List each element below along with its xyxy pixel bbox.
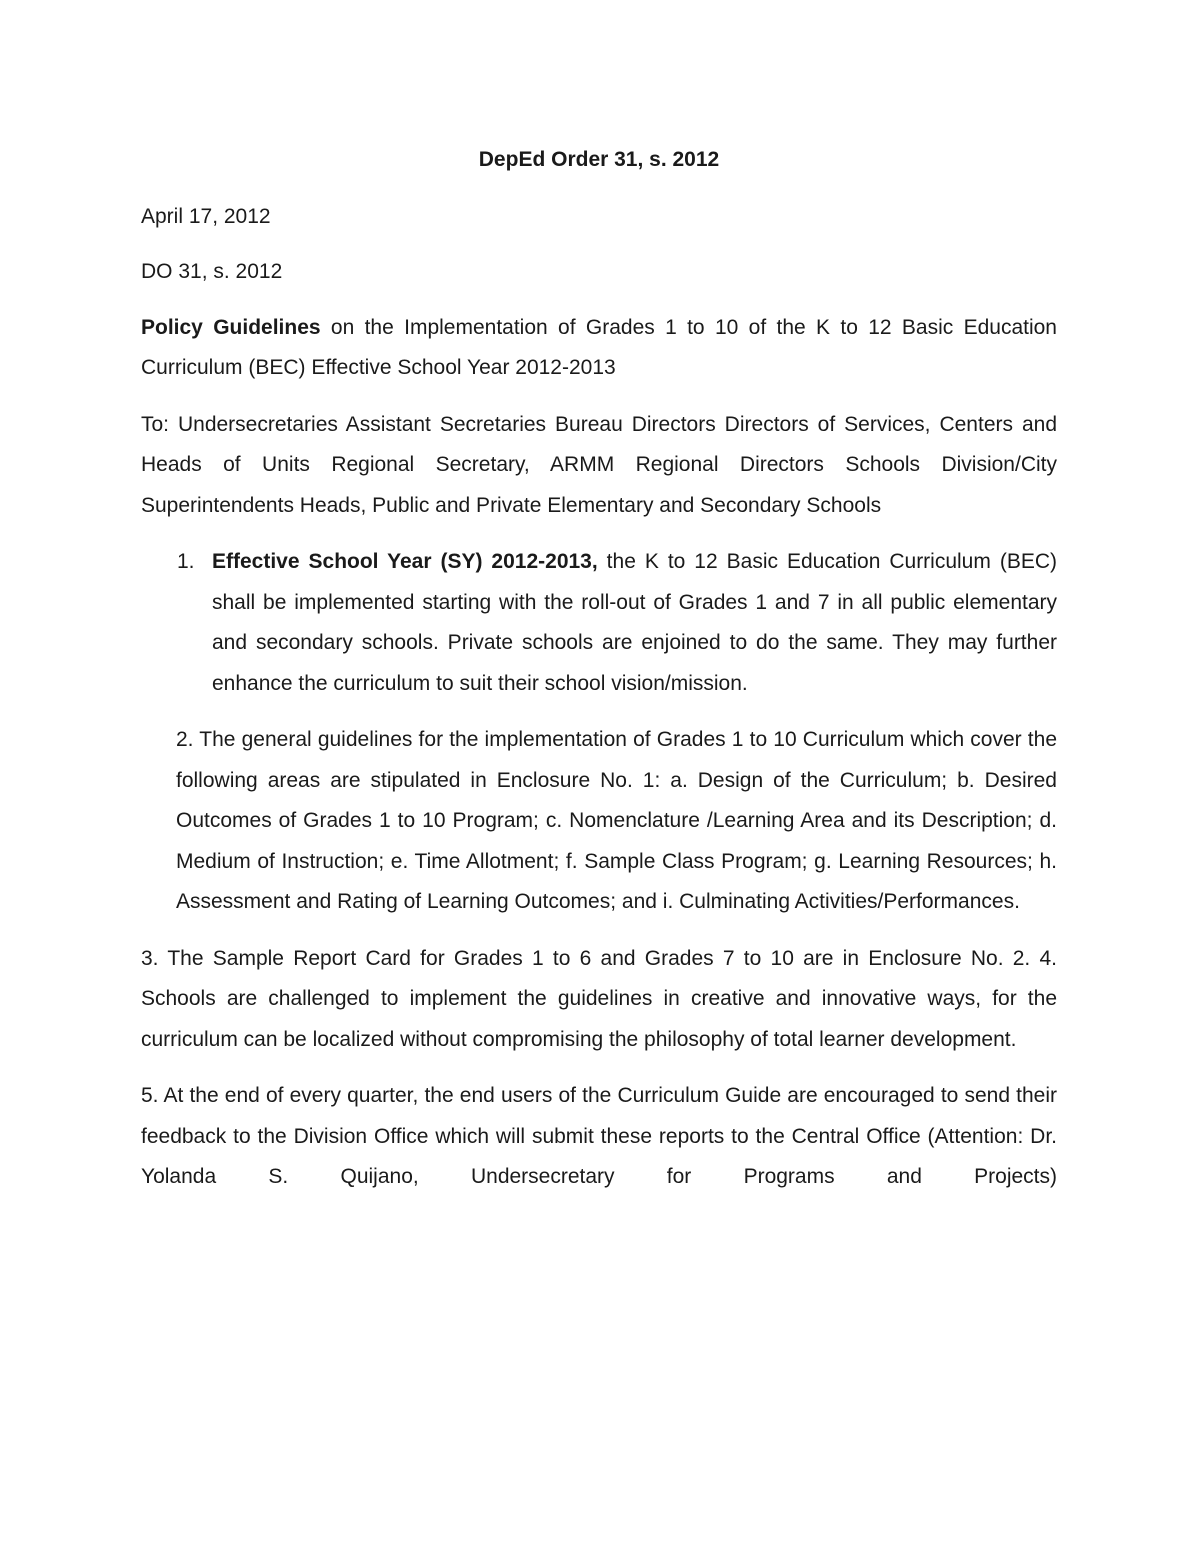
list-item-1-bold: Effective School Year (SY) 2012-2013, [212, 550, 598, 573]
document-subject [141, 308, 1057, 389]
list-item-1 [177, 542, 1057, 704]
addressees: To: Undersecretaries Assistant Secretaries Bureau Directors Directors of Services, Centers and Heads of Units Regional Secretary, ARMM Regional Directors Schools Division/City Superintendents Heads, Public and Private Elementary and Secondary Schools [141, 412, 1057, 517]
document-page [141, 140, 1057, 1214]
list-item-1-number: 1. [177, 550, 195, 573]
list-item-3-4: 3. The Sample Report Card for Grades 1 to 6 and Grades 7 to 10 are in Enclosure No. 2. 4. Schools are challenged to implement the guidelines in creative and innovative ways, for the curriculum can be localized without compromising the philosophy of total learner development. [141, 946, 1057, 1051]
document-date: April 17, 2012 [141, 204, 271, 228]
list-item-5: 5. At the end of every quarter, the end users of the Curriculum Guide are encouraged to send their feedback to the Division Office which will submit these reports to the Central Office (Attention: Dr. Yolanda S. Quijano, Undersecretary for Programs and Projects) [141, 1084, 1057, 1188]
list-item-2: 2. The general guidelines for the implementation of Grades 1 to 10 Curriculum which cover the following areas are stipulated in Enclosure No. 1: a. Design of the Curriculum; b. Desired Outcomes of Grades 1 to 10 Program; c. Nomenclature /Learning Area and its Description; d. Medium of Instruction; e. Time Allotment; f. Sample Class Program; g. Learning Resources; h. Assessment and Rating of Learning Outcomes; and i. Culminating Activities/Performances. [176, 728, 1057, 913]
subject-rest: on the Implementation of Grades 1 to 10 of the K to 12 Basic Education Curriculum (BEC) Effective School Year 2012-2013 [141, 315, 1057, 379]
subject-bold: Policy Guidelines [141, 315, 321, 339]
list-item-1-text: the K to 12 Basic Education Curriculum (BEC) shall be implemented starting with the roll-out of Grades 1 and 7 in all public elementary and secondary schools. Private schools are enjoined to do the same. They may further enhance the curriculum to suit their school vision/mission. [212, 550, 1057, 695]
document-title: DepEd Order 31, s. 2012 [478, 148, 720, 171]
document-reference: DO 31, s. 2012 [141, 260, 283, 283]
